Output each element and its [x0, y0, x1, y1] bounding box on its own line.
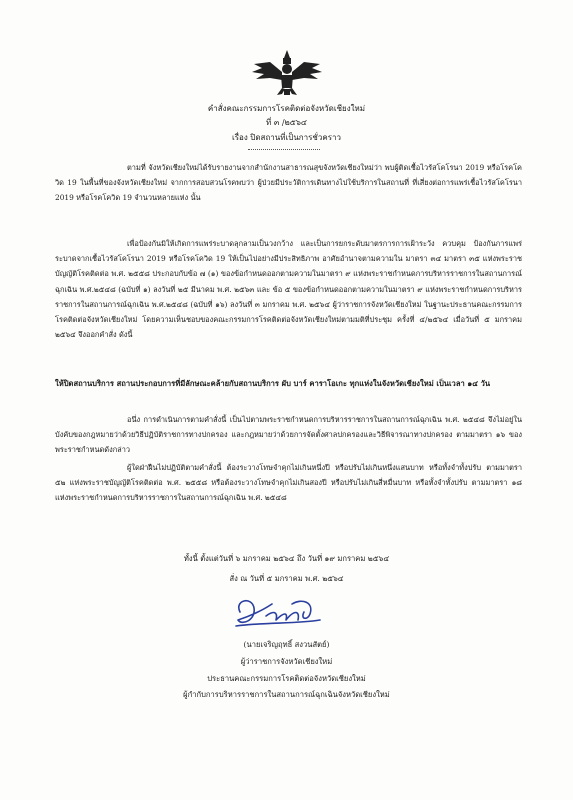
paragraph-penalty: ผู้ใดฝ่าฝืนไม่ปฏิบัติตามคำสั่งนี้ ต้องระวางโทษจำคุกไม่เกินหนึ่งปี หรือปรับไม่เกินหนึ่งแสนบาท หรือทั้งจำทั้งปรับ ตามมาตรา ๕๒ แห่งพระราชบัญญัติโรคติดต่อ พ.ศ. ๒๕๕๘ หรือต้องระวางโทษจำคุกไม่เกินสองปี หรือปรับไม่เกินสี่หมื่นบาท หรือทั้งจำทั้งปรับ ตามมาตรา ๑๘ แห่งพระราชกำหนดการบริหารราชการในสถานการณ์ฉุกเฉิน พ.ศ. ๒๕๔๘: [55, 463, 522, 503]
order-subject: เรื่อง ปิดสถานที่เป็นการชั่วคราว: [232, 133, 341, 142]
signatory-title-chair: ประธานคณะกรรมการโรคติดต่อจังหวัดเชียงใหม่: [207, 674, 366, 683]
order-number: ที่ ๓ /๒๕๖๔: [266, 118, 307, 127]
order-date: สั่ง ณ วันที่ ๕ มกราคม พ.ศ. ๒๕๖๔: [229, 574, 344, 583]
signatory-name: (นายเจริญฤทธิ์ สงวนสัตย์): [243, 640, 330, 649]
effective-period: ทั้งนี้ ตั้งแต่วันที่ ๖ มกราคม ๒๕๖๔ ถึง วันที่ ๑๙ มกราคม ๒๕๖๔: [183, 554, 390, 563]
paragraph-authority: เพื่อป้องกันมิให้เกิดการแพร่ระบาดลุกลามเป็นวงกว้าง และเป็นการยกระดับมาตรการการเฝ้าระวัง ควบคุม ป้องกันการแพร่ระบาดจากเชื้อไวรัสโคโรนา 2019 หรือโรคโควิด 19 ให้เป็นไปอย่างมีประสิทธิภาพ อาศัยอำนาจตามความใน มาตรา ๓๔ มาตรา ๓๕ แห่งพระราชบัญญัติโรคติดต่อ พ.ศ. ๒๕๕๘ ประกอบกับข้อ ๗ (๑) ของข้อกำหนดออกตามความในมาตรา ๙ แห่งพระราชกำหนดการบริหารราชการในสถานการณ์ฉุกเฉิน พ.ศ.๒๕๔๘ (ฉบับที่ ๑) ลงวันที่ ๒๕ มีนาคม พ.ศ. ๒๕๖๓ และ ข้อ ๕ ของข้อกำหนดออกตามความในมาตรา ๙ แห่งพระราชกำหนดการบริหารราชการในสถานการณ์ฉุกเฉิน พ.ศ.๒๕๔๘ (ฉบับที่ ๑๖) ลงวันที่ ๓ มกราคม พ.ศ. ๒๕๖๔ ผู้ว่าราชการจังหวัดเชียงใหม่ ในฐานะประธานคณะกรรมการโรคติดต่อจังหวัดเชียงใหม่ โดยความเห็นชอบของคณะกรรมการโรคติดต่อจังหวัดเชียงใหม่ตามมติที่ประชุม ครั้งที่ ๔/๒๕๖๔ เมื่อวันที่ ๕ มกราคม ๒๕๖๔ จึงออกคำสั่ง ดังนี้: [55, 239, 522, 340]
order-issuer: คำสั่งคณะกรรมการโรคติดต่อจังหวัดเชียงใหม่: [207, 104, 366, 113]
order-directive: ให้ปิดสถานบริการ สถานประกอบการที่มีลักษณะคล้ายกับสถานบริการ ผับ บาร์ คาราโอเกะ ทุกแห่งในจังหวัดเชียงใหม่ เป็นเวลา ๑๔ วัน: [55, 379, 491, 388]
subject-divider: [248, 149, 320, 150]
signatory-title-governor: ผู้ว่าราชการจังหวัดเชียงใหม่: [240, 657, 333, 666]
paragraph-background: ตามที่ จังหวัดเชียงใหม่ได้รับรายงานจากสำนักงานสาธารณสุขจังหวัดเชียงใหม่ว่า พบผู้ติดเชื้อไวรัสโคโรนา 2019 หรือโรคโควิด 19 ในพื้นที่ของจังหวัดเชียงใหม่ จากการสอบสวนโรคพบว่า ผู้ป่วยมีประวัติการเดินทางไปใช้บริการในสถานที่ ที่เสี่ยงต่อการแพร่เชื้อไวรัสโคโรนา 2019 หรือโรคโควิด 19 จำนวนหลายแห่ง นั้น: [55, 163, 522, 203]
garuda-emblem-icon: [248, 48, 326, 98]
handwritten-signature: [226, 590, 326, 634]
signatory-title-emergency: ผู้กำกับการบริหารราชการในสถานการณ์ฉุกเฉินจังหวัดเชียงใหม่: [183, 690, 390, 699]
paragraph-legal-note: อนึ่ง การดำเนินการตามคำสั่งนี้ เป็นไปตามพระราชกำหนดการบริหารราชการในสถานการณ์ฉุกเฉิน พ.ศ. ๒๕๔๘ จึงไม่อยู่ในบังคับของกฎหมายว่าด้วยวิธีปฏิบัติราชการทางปกครอง และกฎหมายว่าด้วยการจัดตั้งศาลปกครองและวิธีพิจารณาทางปกครอง ตามมาตรา ๑๖ ของพระราชกำหนดดังกล่าว: [55, 415, 522, 455]
